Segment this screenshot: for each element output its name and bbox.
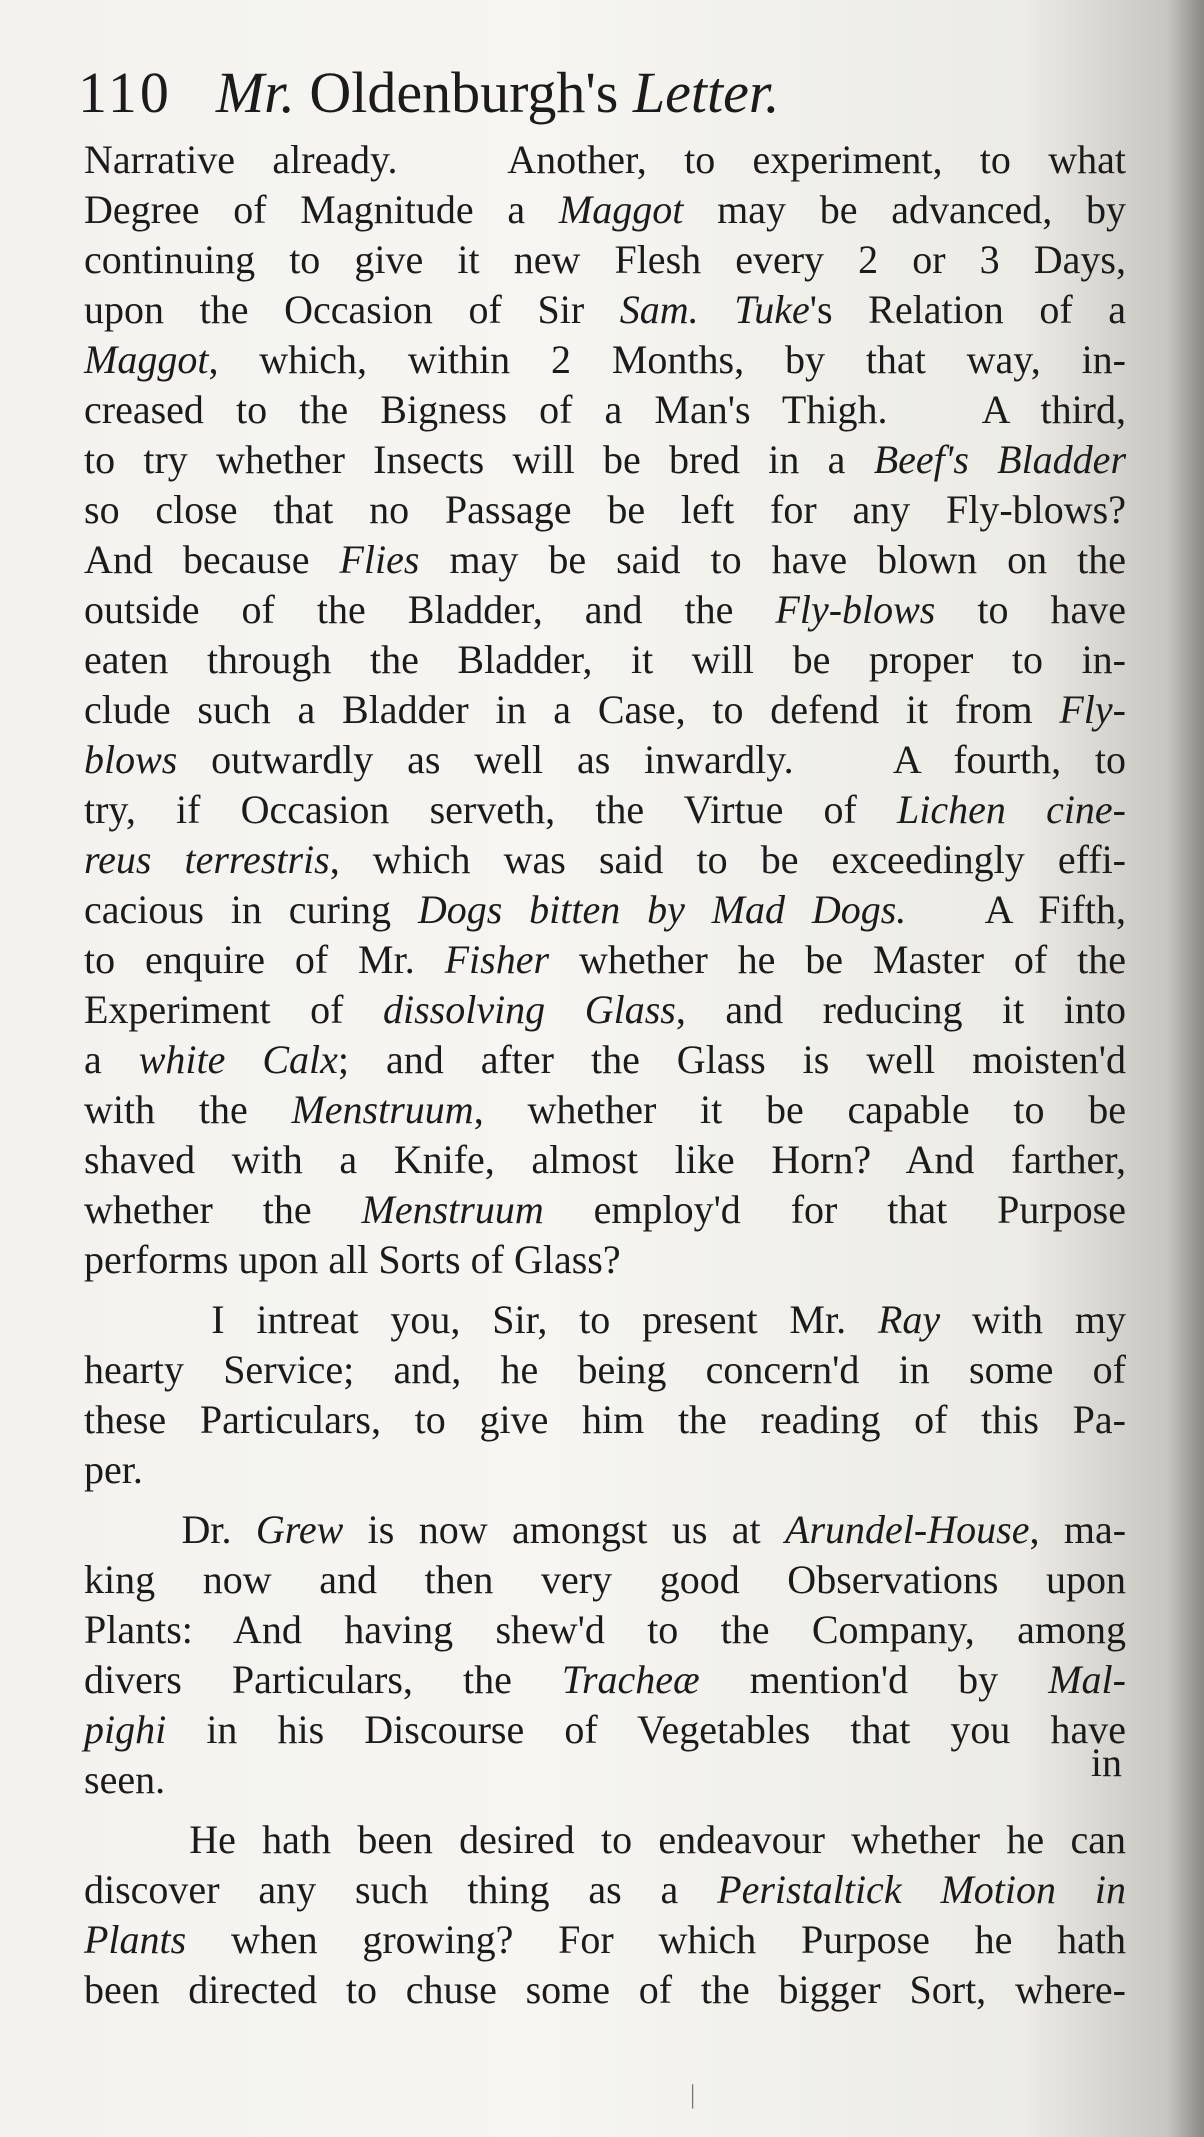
text-run: whether he be Master of the: [549, 937, 1126, 982]
text-line: [84, 235, 1126, 285]
italic-text: pighi: [84, 1707, 167, 1752]
italic-text: Arundel-House: [785, 1507, 1030, 1552]
text-run: , and reducing it into: [675, 987, 1127, 1032]
text-line: [84, 1505, 1126, 1555]
text-line: [84, 1865, 1126, 1915]
text-run: in his Discourse of Vegetables that you have: [166, 1707, 1126, 1752]
italic-text: white Calx: [138, 1037, 338, 1082]
text-run: ; and after the Glass is well moisten'd: [337, 1037, 1126, 1082]
text-run: may be said to have blown on the: [419, 537, 1126, 582]
text-line: [84, 1035, 1126, 1085]
text-run: He hath been desired to endeavour whether he can: [84, 1817, 1126, 1862]
text-run: Plants: And having shew'd to the Company, among: [84, 1607, 1126, 1652]
italic-text: Flies: [339, 537, 420, 582]
text-run: , which, within 2 Months, by that way, in-: [208, 337, 1126, 382]
text-run: these Particulars, to give him the reading of this Pa-: [84, 1397, 1126, 1442]
text-line: [84, 1755, 1126, 1805]
paragraph-gap: [84, 1285, 1126, 1295]
text-run: , ma-: [1029, 1507, 1127, 1552]
text-run: been directed to chuse some of the bigger Sort, where-: [84, 1967, 1126, 2012]
italic-text: reus terrestris: [84, 837, 330, 882]
text-run: , whether it be capable to be: [473, 1087, 1126, 1132]
text-run: employ'd for that Purpose: [543, 1187, 1126, 1232]
text-run: mention'd by: [699, 1657, 1049, 1702]
italic-text: Mal-: [1048, 1657, 1126, 1702]
paragraph: [84, 135, 1126, 1285]
header-title-prefix: Mr.: [215, 60, 295, 125]
text-line: [84, 1655, 1126, 1705]
header-title-name: Oldenburgh's: [309, 60, 619, 125]
text-line: [84, 1295, 1126, 1345]
text-run: whether the: [84, 1187, 362, 1232]
text-run: to enquire of Mr.: [84, 937, 445, 982]
text-run: clude such a Bladder in a Case, to defend it from: [84, 687, 1060, 732]
paragraph: [84, 1815, 1126, 2015]
text-run: may be advanced, by: [683, 187, 1127, 232]
text-run: upon the Occasion of Sir: [84, 287, 620, 332]
text-run: is now amongst us at: [343, 1507, 786, 1552]
text-line: [84, 835, 1126, 885]
text-run: I intreat you, Sir, to present Mr.: [84, 1297, 878, 1342]
text-run: Dr.: [84, 1507, 256, 1552]
text-run: so close that no Passage be left for any Fly-blows?: [84, 487, 1126, 532]
text-line: [84, 1235, 1126, 1285]
text-run: per.: [84, 1447, 143, 1492]
text-run: to have: [935, 587, 1126, 632]
text-run: when growing? For which Purpose he hath: [186, 1917, 1126, 1962]
text-run: with my: [940, 1297, 1126, 1342]
italic-text: dissolving Glass: [382, 987, 676, 1032]
text-run: try, if Occasion serveth, the Virtue of: [84, 787, 898, 832]
text-line: [84, 1085, 1126, 1135]
text-run: to try whether Insects will be bred in a: [84, 437, 874, 482]
text-run: Narrative already. Another, to experiment, to what: [84, 137, 1126, 182]
text-run: shaved with a Knife, almost like Horn? And farther,: [84, 1137, 1126, 1182]
text-line: [84, 585, 1126, 635]
text-run: eaten through the Bladder, it will be proper to in-: [84, 637, 1126, 682]
italic-text: Grew: [255, 1507, 344, 1552]
text-run: king now and then very good Observations upon: [84, 1557, 1126, 1602]
italic-text: blows: [84, 737, 178, 782]
text-run: Experiment of: [84, 987, 383, 1032]
text-line: [84, 735, 1126, 785]
text-line: [84, 535, 1126, 585]
text-line: [84, 685, 1126, 735]
paragraph-gap: [84, 1805, 1126, 1815]
text-run: cacious in curing: [84, 887, 418, 932]
text-line: [84, 1395, 1126, 1445]
text-run: And because: [84, 537, 340, 582]
text-line: [84, 385, 1126, 435]
italic-text: Sam. Tuke: [619, 287, 810, 332]
signature-mark: |: [690, 2080, 696, 2109]
italic-text: Tracheæ: [561, 1657, 700, 1702]
text-line: [84, 185, 1126, 235]
paragraph: [84, 1505, 1126, 1805]
text-line: [84, 635, 1126, 685]
italic-text: Ray: [877, 1297, 941, 1342]
text-line: [84, 285, 1126, 335]
page-number: 110: [78, 60, 172, 125]
text-run: hearty Service; and, he being concern'd in some of: [84, 1347, 1126, 1392]
italic-text: Beef's Bladder: [873, 437, 1127, 482]
text-run: Degree of Magnitude a: [84, 187, 559, 232]
text-line: [84, 435, 1126, 485]
italic-text: Peristaltick Motion in: [717, 1867, 1126, 1912]
paragraph: [84, 1295, 1126, 1495]
text-run: discover any such thing as a: [84, 1867, 718, 1912]
text-run: creased to the Bigness of a Man's Thigh. A third,: [84, 387, 1126, 432]
text-run: with the: [84, 1087, 292, 1132]
text-line: [84, 1135, 1126, 1185]
text-line: [84, 1445, 1126, 1495]
text-line: [84, 1965, 1126, 2015]
text-line: [84, 1705, 1126, 1755]
text-run: A Fifth,: [906, 887, 1126, 932]
text-run: continuing to give it new Flesh every 2 or 3 Days,: [84, 237, 1126, 282]
text-line: [84, 935, 1126, 985]
text-line: [84, 885, 1126, 935]
catchword: in: [1090, 1740, 1122, 1785]
italic-text: Fly-blows: [775, 587, 936, 632]
text-run: 's Relation of a: [809, 287, 1126, 332]
italic-text: Fly-: [1059, 687, 1126, 732]
italic-text: Lichen cine-: [897, 787, 1127, 832]
text-run: performs upon all Sorts of Glass?: [84, 1237, 621, 1282]
text-run: divers Particulars, the: [84, 1657, 562, 1702]
text-line: [84, 1345, 1126, 1395]
italic-text: Fisher: [444, 937, 550, 982]
text-run: outwardly as well as inwardly. A fourth, to: [177, 737, 1126, 782]
header-title-word: Letter.: [632, 60, 780, 125]
italic-text: Plants: [84, 1917, 187, 1962]
text-line: [84, 1915, 1126, 1965]
text-line: [84, 1815, 1126, 1865]
italic-text: Maggot: [558, 187, 684, 232]
paragraph-gap: [84, 1495, 1126, 1505]
text-line: [84, 135, 1126, 185]
italic-text: Menstruum: [291, 1087, 474, 1132]
letter-body: [84, 135, 1126, 2015]
text-line: [84, 785, 1126, 835]
text-line: [84, 335, 1126, 385]
running-header: [78, 58, 779, 128]
text-run: a: [84, 1037, 139, 1082]
text-line: [84, 485, 1126, 535]
text-line: [84, 1185, 1126, 1235]
text-run: seen.: [84, 1757, 166, 1802]
italic-text: Dogs bitten by Mad Dogs.: [417, 887, 907, 932]
text-line: [84, 985, 1126, 1035]
text-line: [84, 1555, 1126, 1605]
italic-text: Maggot: [84, 337, 209, 382]
text-line: [84, 1605, 1126, 1655]
text-run: , which was said to be exceedingly effi-: [329, 837, 1126, 882]
text-run: outside of the Bladder, and the: [84, 587, 776, 632]
italic-text: Menstruum: [361, 1187, 544, 1232]
